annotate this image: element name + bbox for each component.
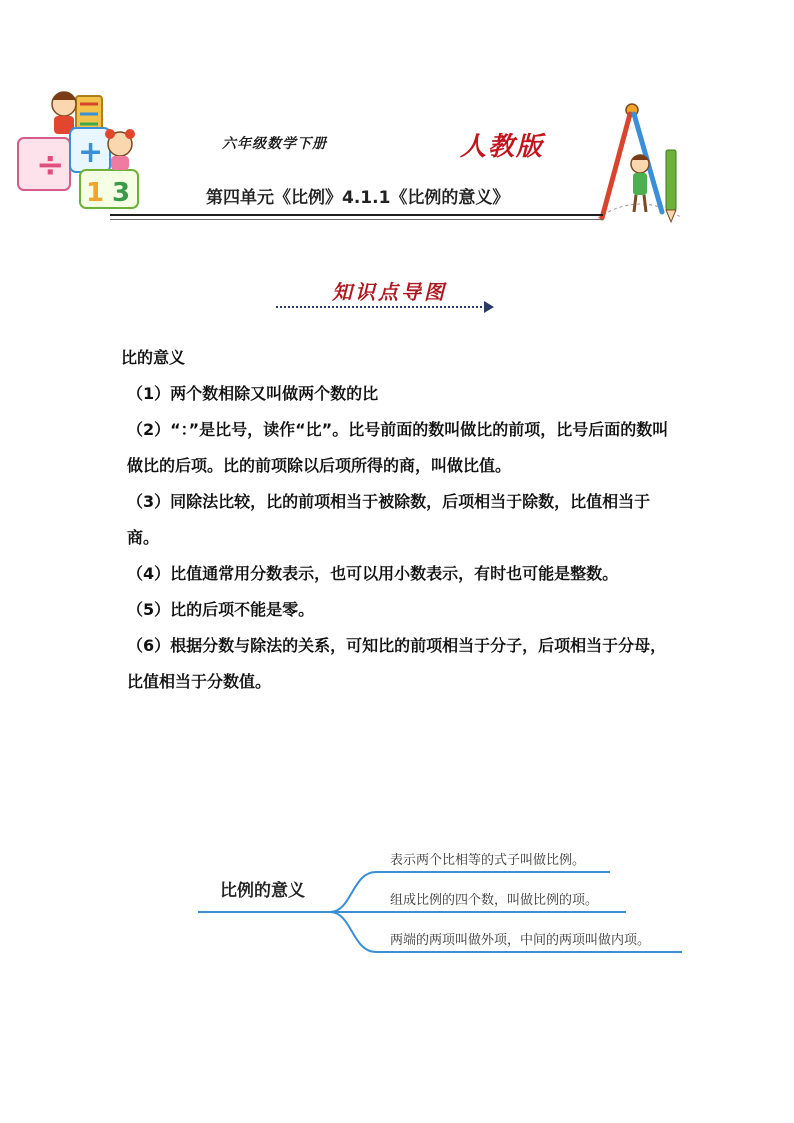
edition-label: 人教版	[460, 132, 545, 162]
unit-title: 第四单元《比例》4.1.1《比例的意义》	[206, 188, 510, 208]
content-item-1: （1）两个数相除又叫做两个数的比	[127, 384, 379, 403]
mindmap-branch-1: 表示两个比相等的式子叫做比例。	[390, 853, 586, 868]
mindmap-branch-2: 组成比例的四个数，叫做比例的项。	[390, 893, 599, 908]
mindmap-branch-3: 两端的两项叫做外项，中间的两项叫做内项。	[390, 933, 651, 948]
content-item-2: （2）“：”是比号，读作“比”。比号前面的数叫做比的前项，比号后面的数叫做比的后项。比的前项除以后项所得的商，叫做比值。	[127, 420, 669, 475]
content-heading: 比的意义	[121, 348, 186, 367]
mindmap-root: 比例的意义	[220, 881, 305, 901]
svg-text:1: 1	[86, 178, 105, 208]
content-item-5: （5）比的后项不能是零。	[127, 600, 315, 619]
arrow-right-icon	[484, 301, 494, 313]
compass-kid-illustration	[590, 100, 690, 230]
content-item-4: （4）比值通常用分数表示，也可以用小数表示，有时也可能是整数。	[127, 564, 619, 583]
svg-text:÷: ÷	[36, 145, 65, 185]
grade-label: 六年级数学下册	[222, 136, 327, 152]
kids-numbers-illustration	[14, 82, 144, 212]
content-item-6: （6）根据分数与除法的关系，可知比的前项相当于分子，后项相当于分母，比值相当于分数值。	[127, 636, 667, 691]
section-title: 知识点导图	[332, 280, 447, 304]
section-dotted-line	[276, 306, 486, 308]
content-item-3: （3）同除法比较，比的前项相当于被除数，后项相当于除数，比值相当于商。	[127, 492, 651, 547]
svg-text:3: 3	[112, 178, 131, 208]
knowledge-content	[121, 340, 681, 700]
header-divider	[110, 214, 603, 216]
svg-text:+: +	[78, 135, 104, 170]
header-divider-thin	[110, 219, 603, 220]
